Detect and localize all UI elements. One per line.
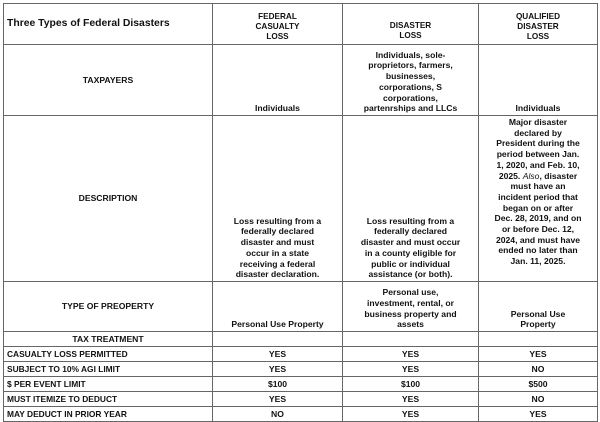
agi-limit-disaster: YES — [343, 362, 479, 377]
must-itemize-qualified: NO — [479, 392, 598, 407]
column-header-qualified-disaster-loss: QUALIFIED DISASTER LOSS — [479, 4, 598, 45]
tax-treatment-empty-3 — [479, 332, 598, 347]
per-event-limit-federal-casualty: $100 — [213, 377, 343, 392]
property-label: TYPE OF PREOPERTY — [4, 282, 213, 332]
table-row — [4, 407, 598, 422]
casualty-loss-permitted-label: CASUALTY LOSS PERMITTED — [4, 347, 213, 362]
taxpayers-disaster: Individuals, sole- proprietors, farmers, businesses, corporations, S corporations, partenrships and LLCs — [343, 45, 479, 116]
description-federal-casualty: Loss resulting from a federally declared disaster and must occur in a state receiving a federal disaster declaration. — [213, 116, 343, 282]
agi-limit-federal-casualty: YES — [213, 362, 343, 377]
must-itemize-disaster: YES — [343, 392, 479, 407]
must-itemize-federal-casualty: YES — [213, 392, 343, 407]
table-header-row — [4, 4, 598, 45]
disaster-comparison-table-wrapper — [3, 3, 598, 422]
agi-limit-label: SUBJECT TO 10% AGI LIMIT — [4, 362, 213, 377]
taxpayers-label: TAXPAYERS — [4, 45, 213, 116]
taxpayers-federal-casualty: Individuals — [213, 45, 343, 116]
property-federal-casualty: Personal Use Property — [213, 282, 343, 332]
description-row — [4, 116, 598, 282]
prior-year-label: MAY DEDUCT IN PRIOR YEAR — [4, 407, 213, 422]
property-qualified: Personal Use Property — [479, 282, 598, 332]
column-header-disaster-loss: DISASTER LOSS — [343, 4, 479, 45]
table-row — [4, 377, 598, 392]
tax-treatment-row — [4, 332, 598, 347]
property-disaster: Personal use, investment, rental, or business property and assets — [343, 282, 479, 332]
description-disaster: Loss resulting from a federally declared disaster and must occur in a county eligible for public or individual assistance (or both). — [343, 116, 479, 282]
table-row — [4, 347, 598, 362]
table-title: Three Types of Federal Disasters — [4, 4, 213, 45]
tax-treatment-empty-1 — [213, 332, 343, 347]
description-label: DESCRIPTION — [4, 116, 213, 282]
tax-treatment-label: TAX TREATMENT — [4, 332, 213, 347]
per-event-limit-qualified: $500 — [479, 377, 598, 392]
table-row — [4, 362, 598, 377]
per-event-limit-label: $ PER EVENT LIMIT — [4, 377, 213, 392]
description-also-emphasis: Also — [522, 170, 540, 181]
table-row — [4, 392, 598, 407]
prior-year-federal-casualty: NO — [213, 407, 343, 422]
taxpayers-row — [4, 45, 598, 116]
must-itemize-label: MUST ITEMIZE TO DEDUCT — [4, 392, 213, 407]
prior-year-qualified: YES — [479, 407, 598, 422]
property-row — [4, 282, 598, 332]
taxpayers-qualified: Individuals — [479, 45, 598, 116]
casualty-loss-permitted-qualified: YES — [479, 347, 598, 362]
disaster-comparison-table — [3, 3, 598, 422]
tax-treatment-empty-2 — [343, 332, 479, 347]
agi-limit-qualified: NO — [479, 362, 598, 377]
casualty-loss-permitted-disaster: YES — [343, 347, 479, 362]
prior-year-disaster: YES — [343, 407, 479, 422]
per-event-limit-disaster: $100 — [343, 377, 479, 392]
casualty-loss-permitted-federal-casualty: YES — [213, 347, 343, 362]
description-qualified: Major disaster declared by President during the period between Jan. 1, 2020, and Feb. 10, 2025. Also, disaster must have an incident period that began on or after Dec. 28, 2019, and on or before Dec. 12, 2024, and must have ended no later than Jan. 11, 2025. — [479, 116, 598, 282]
column-header-federal-casualty-loss: FEDERAL CASUALTY LOSS — [213, 4, 343, 45]
